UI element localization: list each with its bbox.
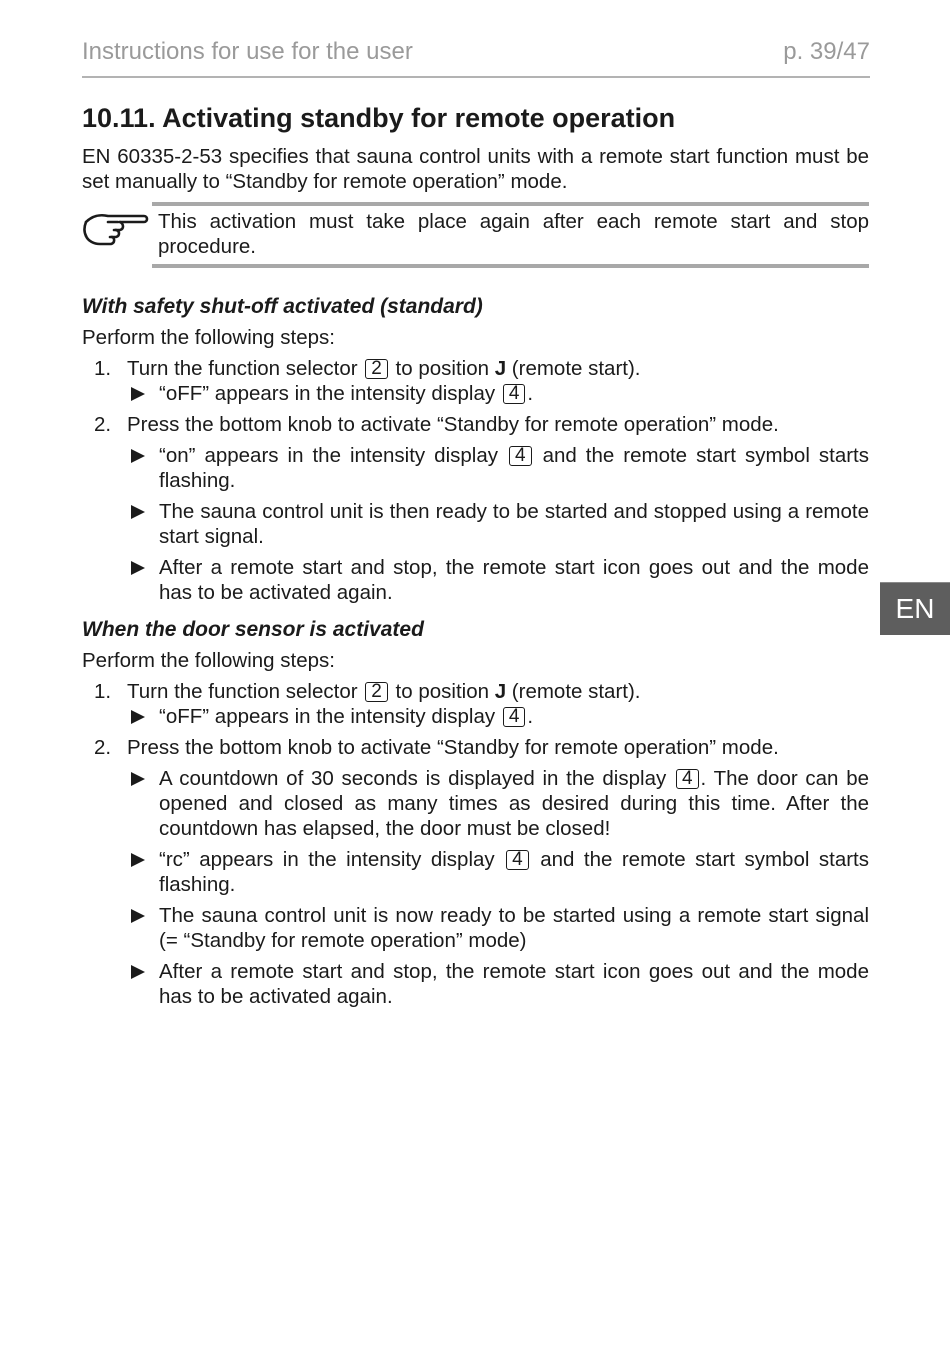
step-list [82,356,869,605]
result-item [127,903,869,953]
step-item [82,735,869,1009]
steps-lead: Perform the following steps: [82,649,335,672]
step-item [82,679,869,729]
position-letter: J [494,680,507,703]
step-text: Press the bottom knob to activate “Standby for remote operation” mode. [127,413,779,436]
result-text: After a remote start and stop, the remote start icon goes out and the mode has to be activated again. [159,556,869,604]
result-item [127,555,869,605]
step-number: 2. [94,736,112,759]
ref-box: 4 [676,769,699,789]
result-arrow-icon [131,505,145,519]
result-text: The sauna control unit is now ready to be started using a remote start signal (= “Standby for remote operation” mode) [159,904,869,952]
step-item [82,356,869,406]
result-arrow-icon [131,853,145,867]
ref-box: 2 [365,359,388,379]
result-text: . [527,705,534,728]
result-arrow-icon [131,772,145,786]
result-list [127,766,869,1009]
result-list [127,704,869,729]
step-text: Press the bottom knob to activate “Standby for remote operation” mode. [127,736,779,759]
result-text: “on” appears in the intensity display [159,444,507,467]
result-arrow-icon [131,449,145,463]
ref-box: 4 [506,850,529,870]
subheading-door-sensor: When the door sensor is activated [82,618,424,641]
page-header [82,38,870,78]
note-box [82,202,869,268]
step-text: Turn the function selector [127,680,364,703]
ref-box: 2 [365,682,388,702]
step-text: Turn the function selector [127,357,364,380]
ref-box: 4 [509,446,532,466]
step-number: 1. [94,680,112,703]
step-number: 2. [94,413,112,436]
step-text: to position [389,357,495,380]
result-arrow-icon [131,909,145,923]
result-text: . [527,382,534,405]
result-text: . The door can be opened and closed as many times as desired during this time. After the countdown has elapsed, the door must be closed! [159,767,869,840]
result-item [127,766,869,841]
header-title: Instructions for use for the user [82,38,413,65]
position-letter: J [494,357,507,380]
language-tab: EN [880,582,950,635]
ref-box: 4 [503,384,526,404]
step-list [82,679,869,1009]
result-text: and the remote start symbol starts flashing. [159,848,869,896]
result-list [127,443,869,605]
page-number: p. 39/47 [783,38,870,65]
result-item [127,443,869,493]
step-text: (remote start). [506,680,641,703]
result-text: The sauna control unit is then ready to be started and stopped using a remote start signal. [159,500,869,548]
result-arrow-icon [131,710,145,724]
section-title: 10.11. Activating standby for remote operation [82,103,676,133]
result-item [127,499,869,549]
result-item [127,704,869,729]
note-text: This activation must take place again after each remote start and stop procedure. [152,202,869,268]
page-content [82,100,869,1015]
result-text: “rc” appears in the intensity display [159,848,505,871]
result-text: “oFF” appears in the intensity display [159,382,501,405]
result-text: and the remote start symbol starts flashing. [159,444,869,492]
result-text: A countdown of 30 seconds is displayed in the display [159,767,674,790]
step-item [82,412,869,605]
pointing-hand-icon [82,210,150,250]
result-text: After a remote start and stop, the remote start icon goes out and the mode has to be activated again. [159,960,869,1008]
result-arrow-icon [131,965,145,979]
result-item [127,847,869,897]
step-number: 1. [94,357,112,380]
result-text: “oFF” appears in the intensity display [159,705,501,728]
result-item [127,381,869,406]
intro-paragraph: EN 60335-2-53 specifies that sauna control units with a remote start function must be set manually to “Standby for remote operation” mode. [82,145,869,193]
result-item [127,959,869,1009]
ref-box: 4 [503,707,526,727]
result-arrow-icon [131,387,145,401]
subheading-safety-shutoff: With safety shut-off activated (standard) [82,295,483,318]
result-arrow-icon [131,561,145,575]
result-list [127,381,869,406]
steps-lead: Perform the following steps: [82,326,335,349]
step-text: to position [389,680,495,703]
step-text: (remote start). [506,357,641,380]
